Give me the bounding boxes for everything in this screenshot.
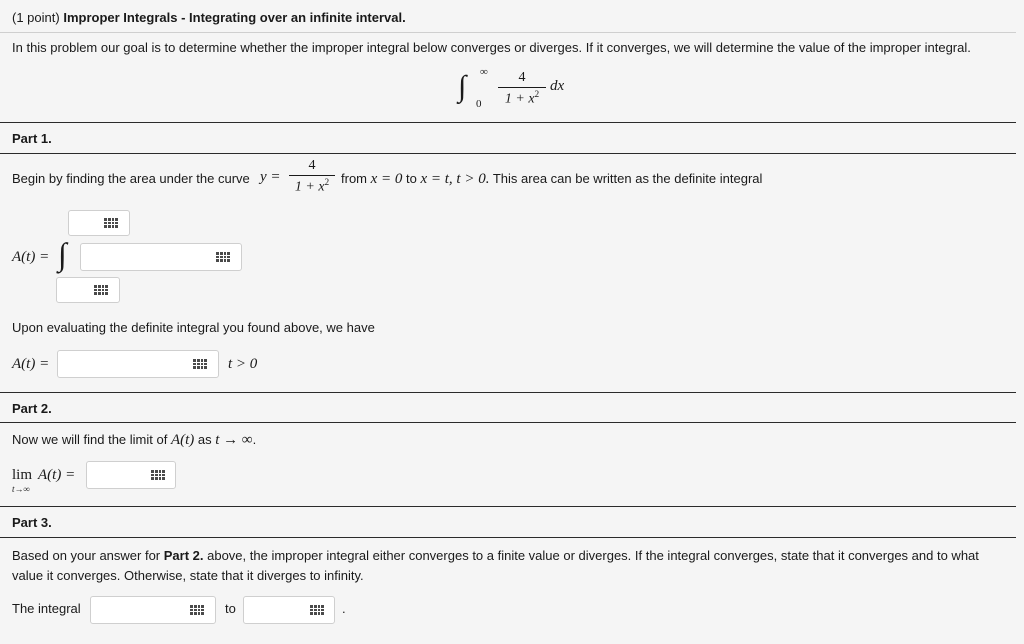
part3-heading: Part 3.	[12, 515, 52, 530]
evaluate-text: Upon evaluating the definite integral you found above, we have	[12, 320, 375, 335]
main-integral	[458, 66, 598, 114]
t-condition: t > 0	[228, 356, 258, 372]
fraction-bar	[498, 87, 546, 88]
curve-fraction	[289, 158, 335, 196]
part1-text-prefix: Begin by finding the area under the curve	[12, 171, 250, 186]
problem-header	[12, 10, 406, 25]
a-t-label-2: A(t) =	[12, 356, 50, 372]
part1-bottom-rule	[0, 153, 1016, 154]
lim-subscript: t→∞	[12, 484, 30, 494]
header-divider	[0, 32, 1016, 33]
points-label: (1 point)	[12, 10, 60, 25]
integral-sign: ∫	[458, 70, 467, 103]
integral-label: The integral	[12, 601, 81, 616]
upper-limit-input[interactable]	[68, 210, 130, 236]
lim-expression: A(t) =	[38, 467, 76, 483]
part1-from-to: from x = 0 to x = t, t > 0. This area can be written as the definite integral	[341, 171, 763, 187]
evaluated-keypad-icon[interactable]	[193, 359, 207, 369]
y-equals: y =	[260, 169, 281, 185]
part3-top-rule	[0, 506, 1016, 507]
lim-label: lim	[12, 467, 33, 483]
integrand-denominator: $1 + x^2$	[504, 89, 540, 107]
part1-top-rule	[0, 122, 1016, 123]
part2-text: Now we will find the limit of A(t) as t → ∞.	[12, 432, 257, 448]
final-period: .	[342, 601, 346, 616]
converge-keypad-icon[interactable]	[190, 605, 204, 615]
problem-title: Improper Integrals - Integrating over an infinite interval.	[63, 10, 406, 25]
lower-limit-keypad-icon[interactable]	[94, 285, 108, 295]
integrand-fraction	[498, 70, 546, 108]
to-label: to	[225, 601, 236, 616]
lower-limit-input[interactable]	[56, 277, 120, 303]
integral-differential: dx	[550, 78, 565, 94]
integral-upper-limit: ∞	[480, 66, 488, 78]
integrand-keypad-icon[interactable]	[216, 252, 230, 262]
part1-heading: Part 1.	[12, 131, 52, 146]
part2-bottom-rule	[0, 422, 1016, 423]
part2-heading: Part 2.	[12, 401, 52, 416]
limit-keypad-icon[interactable]	[151, 470, 165, 480]
part2-top-rule	[0, 392, 1016, 393]
integrand-numerator: 4	[518, 70, 526, 85]
curve-denominator: $1 + x^2$	[294, 177, 330, 195]
value-keypad-icon[interactable]	[310, 605, 324, 615]
integral-sign-part1: ∫	[58, 236, 67, 272]
part3-text: Based on your answer for Part 2. above, the improper integral either converges to a finite value or diverges. If the integral converges, state that it converges and to what value it converges. Otherwise, state that it diverges to infinity.	[12, 548, 979, 583]
integral-lower-limit: 0	[476, 98, 482, 110]
curve-numerator: 4	[308, 158, 316, 173]
part3-bottom-rule	[0, 537, 1016, 538]
a-t-label: A(t) =	[12, 249, 50, 265]
curve-fraction-bar	[289, 175, 335, 176]
upper-limit-keypad-icon[interactable]	[104, 218, 118, 228]
intro-text: In this problem our goal is to determine whether the improper integral below converges or diverges. If it converges, we will determine the value of the improper integral.	[12, 40, 971, 55]
